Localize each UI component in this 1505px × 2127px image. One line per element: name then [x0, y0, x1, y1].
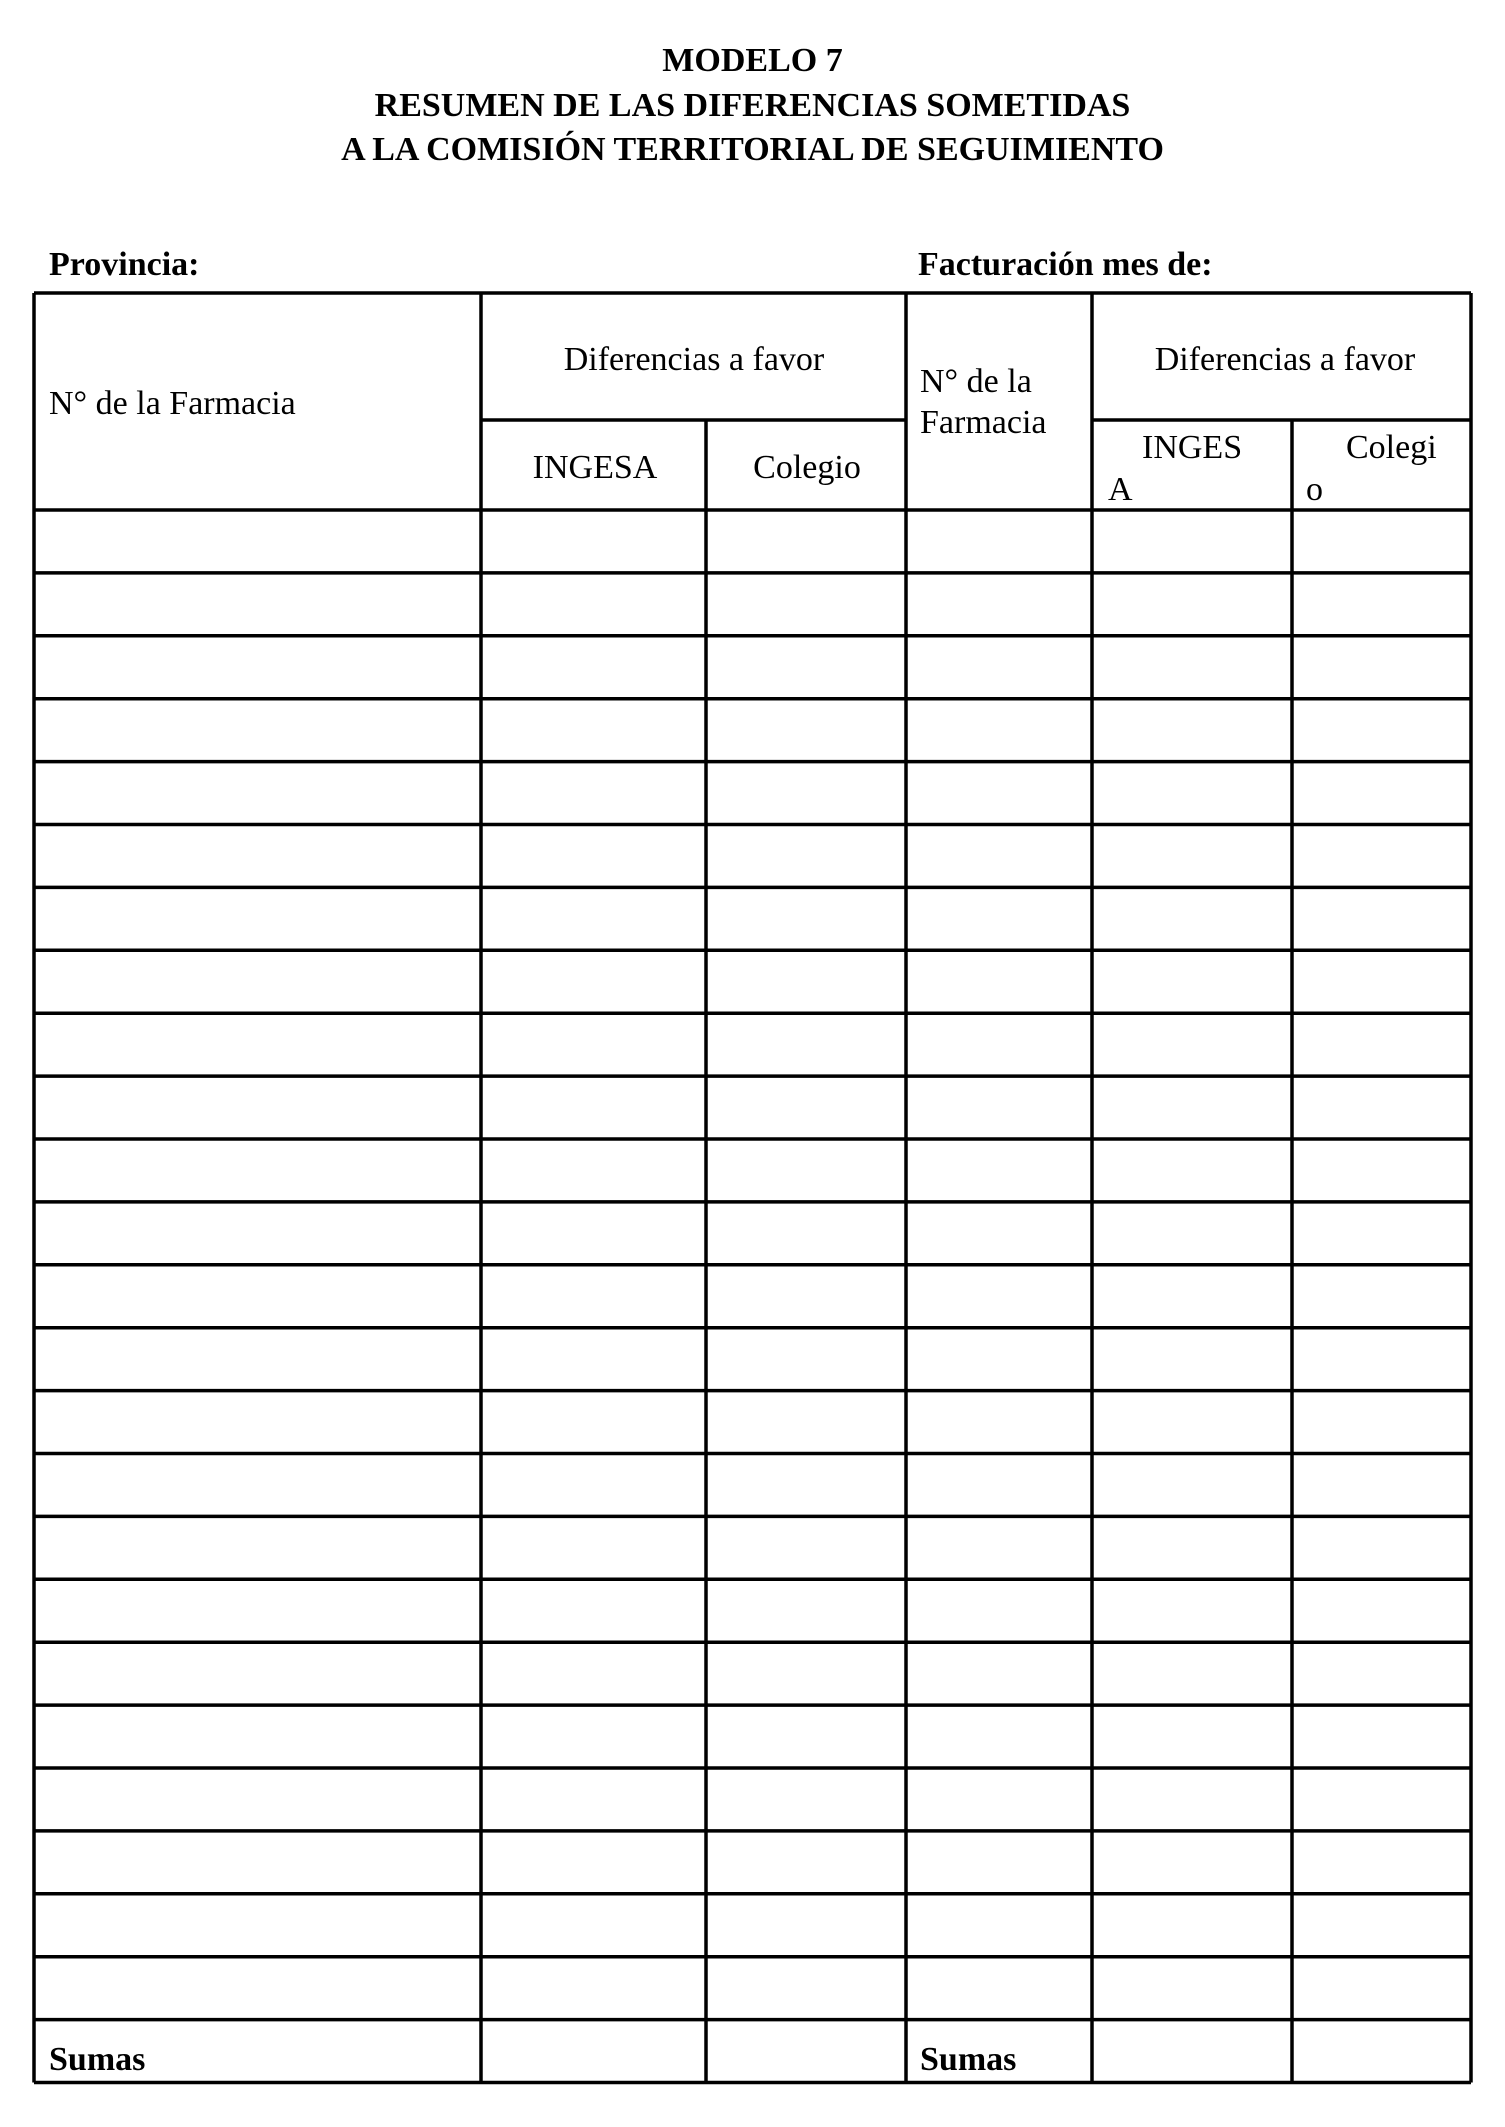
- right-ingesa-header-line-2: A: [1108, 471, 1133, 508]
- left-colegio-header: Colegio: [753, 449, 861, 486]
- facturacion-label: Facturación mes de:: [918, 246, 1213, 283]
- left-farmacia-header: N° de la Farmacia: [49, 385, 296, 422]
- right-sumas-label: Sumas: [920, 2041, 1017, 2078]
- right-diferencias-header: Diferencias a favor: [1154, 341, 1416, 378]
- title-line-1: RESUMEN DE LAS DIFERENCIAS SOMETIDAS: [374, 87, 1131, 124]
- left-sumas-label: Sumas: [49, 2041, 146, 2078]
- left-diferencias-header: Diferencias a favor: [563, 341, 825, 378]
- right-colegio-header-line-1: Colegi: [1346, 429, 1437, 466]
- right-farmacia-header-line-1: N° de la: [920, 363, 1032, 400]
- right-ingesa-header-line-1: INGES: [1142, 429, 1243, 466]
- right-farmacia-header-line-2: Farmacia: [920, 404, 1047, 441]
- model-number: MODELO 7: [662, 42, 843, 79]
- left-ingesa-header: INGESA: [532, 449, 658, 486]
- right-colegio-header-line-2: o: [1306, 471, 1323, 508]
- title-line-2: A LA COMISIÓN TERRITORIAL DE SEGUIMIENTO: [341, 131, 1164, 168]
- provincia-label: Provincia:: [49, 246, 200, 283]
